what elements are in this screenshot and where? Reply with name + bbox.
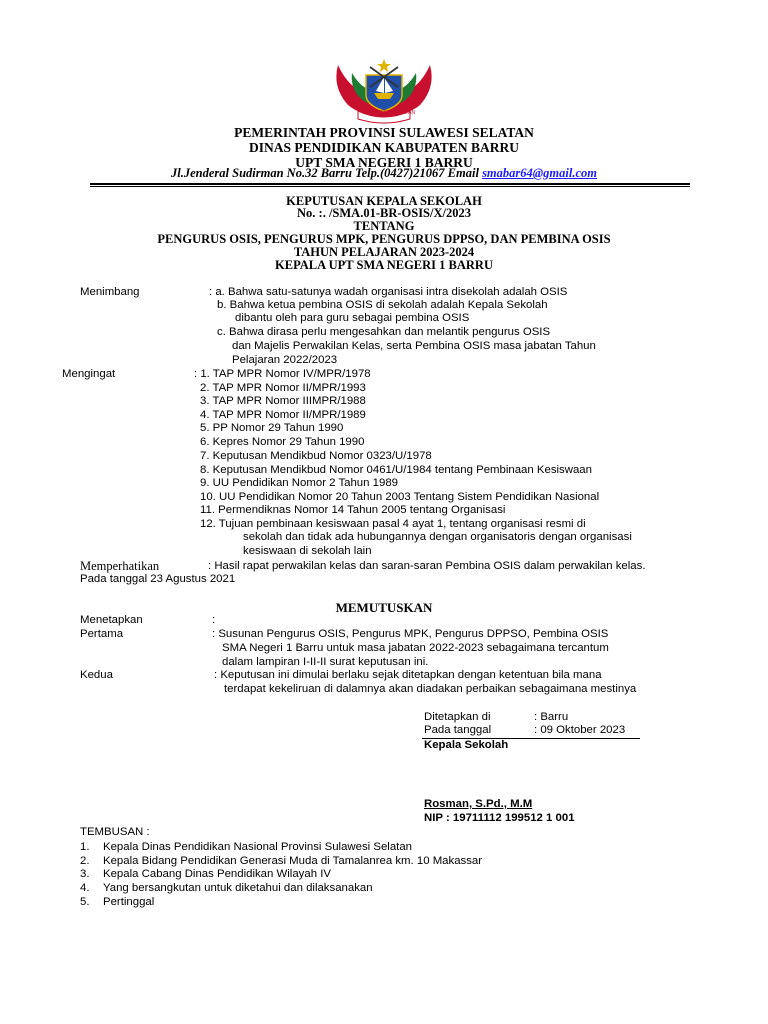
signer-position: Kepala Sekolah xyxy=(424,739,509,751)
tembusan-number: 4. xyxy=(80,882,90,894)
letterhead-government: PEMERINTAH PROVINSI SULAWESI SELATAN xyxy=(234,125,534,140)
mengingat-item: 12. Tujuan pembinaan kesiswaan pasal 4 ayat 1, tentang organisasi resmi di xyxy=(200,518,586,530)
memperhatikan-date: Pada tanggal 23 Agustus 2021 xyxy=(80,573,236,585)
memutuskan-heading: MEMUTUSKAN xyxy=(335,600,433,615)
mengingat-item: 6. Kepres Nomor 29 Tahun 1990 xyxy=(200,436,365,448)
menimbang-b2: dibantu oleh para guru sebagai pembina OSIS xyxy=(235,312,470,324)
decree-subject: PENGURUS OSIS, PENGURUS MPK, PENGURUS DPPSO, DAN PEMBINA OSIS xyxy=(157,232,611,246)
menetapkan-label: Menetapkan xyxy=(80,614,143,626)
pertama-line: : Susunan Pengurus OSIS, Pengurus MPK, Pengurus DPPSO, Pembina OSIS xyxy=(212,628,609,640)
decree-issuer: KEPALA UPT SMA NEGERI 1 BARRU xyxy=(275,258,493,272)
tanggal-value: : 09 Oktober 2023 xyxy=(534,724,626,736)
decree-about: TENTANG xyxy=(353,219,415,233)
menimbang-c2: dan Majelis Perwakilan Kelas, serta Pembina OSIS masa jabatan Tahun xyxy=(232,340,596,352)
mengingat-label: Mengingat xyxy=(62,368,116,380)
tanggal-label: Pada tanggal xyxy=(424,724,492,736)
mengingat-item: 7. Keputusan Mendikbud Nomor 0323/U/1978 xyxy=(200,450,432,462)
email-link[interactable]: smabar64@gmail.com xyxy=(482,166,597,180)
tembusan-number: 3. xyxy=(80,868,90,880)
tembusan-label: TEMBUSAN : xyxy=(80,826,150,838)
tembusan-item: Kepala Cabang Dinas Pendidikan Wilayah IV xyxy=(103,868,331,880)
logo-ribbon-text: SULAWESI SELATAN xyxy=(366,110,416,116)
ditetapkan-label: Ditetapkan di xyxy=(424,711,491,723)
mengingat-item: 10. UU Pendidikan Nomor 20 Tahun 2003 Tentang Sistem Pendidikan Nasional xyxy=(200,491,600,503)
mengingat-item: : 1. TAP MPR Nomor IV/MPR/1978 xyxy=(194,368,371,380)
header-divider-thin xyxy=(90,186,690,187)
pertama-line: SMA Negeri 1 Barru untuk masa jabatan 2022-2023 sebagaimana tercantum xyxy=(222,642,609,654)
mengingat-item: 8. Keputusan Mendikbud Nomor 0461/U/1984 tentang Pembinaan Kesiswaan xyxy=(200,464,592,476)
mengingat-item-cont: sekolah dan tidak ada hubungannya dengan organisatoris dengan organisasi xyxy=(243,531,632,543)
menimbang-c1: c. Bahwa dirasa perlu mengesahkan dan melantik pengurus OSIS xyxy=(217,326,551,338)
menimbang-c3: Pelajaran 2022/2023 xyxy=(232,354,338,366)
kedua-line: terdapat kekeliruan di dalamnya akan diadakan perbaikan sebagaimana mestinya xyxy=(224,683,637,695)
signer-nip: NIP : 19711112 199512 1 001 xyxy=(424,812,575,824)
menimbang-label: Menimbang xyxy=(80,286,140,298)
signer-name: Rosman, S.Pd., M.M xyxy=(424,798,533,810)
mengingat-item: 4. TAP MPR Nomor II/MPR/1989 xyxy=(200,409,366,421)
letterhead-school: UPT SMA NEGERI 1 BARRU xyxy=(295,155,473,170)
pertama-label: Pertama xyxy=(80,628,124,640)
ditetapkan-value: : Barru xyxy=(534,711,569,723)
tembusan-item: Yang bersangkutan untuk diketahui dan dilaksanakan xyxy=(103,882,373,894)
mengingat-item: 2. TAP MPR Nomor II/MPR/1993 xyxy=(200,382,366,394)
letterhead-address-line xyxy=(0,166,768,181)
mengingat-item: 3. TAP MPR Nomor IIIMPR/1988 xyxy=(200,395,366,407)
letterhead-address: Jl.Jenderal Sudirman No.32 Barru Telp.(0427)21067 Email xyxy=(171,166,479,180)
kedua-line: : Keputusan ini dimulai berlaku sejak ditetapkan dengan ketentuan bila mana xyxy=(214,669,602,681)
decree-title: KEPUTUSAN KEPALA SEKOLAH xyxy=(286,194,482,208)
tembusan-item: Kepala Bidang Pendidikan Generasi Muda di Tamalanrea km. 10 Makassar xyxy=(103,855,483,867)
decree-number: No. :. /SMA.01-BR-OSIS/X/2023 xyxy=(297,206,471,220)
letterhead-department: DINAS PENDIDIKAN KABUPATEN BARRU xyxy=(249,140,519,155)
mengingat-item-cont: kesiswaan di sekolah lain xyxy=(243,545,372,557)
menimbang-a: : a. Bahwa satu-satunya wadah organisasi intra disekolah adalah OSIS xyxy=(209,286,568,298)
pertama-line: dalam lampiran I-II-II surat keputusan ini. xyxy=(222,656,429,668)
menimbang-b1: b. Bahwa ketua pembina OSIS di sekolah adalah Kepala Sekolah xyxy=(217,299,548,311)
decree-year: TAHUN PELAJARAN 2023-2024 xyxy=(293,245,475,259)
memperhatikan-text: : Hasil rapat perwakilan kelas dan saran-saran Pembina OSIS dalam perwakilan kelas. xyxy=(208,560,646,572)
tembusan-number: 5. xyxy=(80,896,90,908)
menetapkan-colon: : xyxy=(212,614,216,626)
header-divider-thick xyxy=(90,183,690,185)
mengingat-item: 11. Permendiknas Nomor 14 Tahun 2005 tentang Organisasi xyxy=(200,504,506,516)
kedua-label: Kedua xyxy=(80,669,113,681)
memperhatikan-label: Memperhatikan xyxy=(80,559,160,573)
tembusan-item: Pertinggal xyxy=(103,896,155,908)
mengingat-item: 5. PP Nomor 29 Tahun 1990 xyxy=(200,422,344,434)
tembusan-number: 2. xyxy=(80,855,90,867)
mengingat-item: 9. UU Pendidikan Nomor 2 Tahun 1989 xyxy=(200,477,398,489)
tembusan-number: 1. xyxy=(80,841,90,853)
tembusan-item: Kepala Dinas Pendidikan Nasional Provinsi Sulawesi Selatan xyxy=(103,841,412,853)
